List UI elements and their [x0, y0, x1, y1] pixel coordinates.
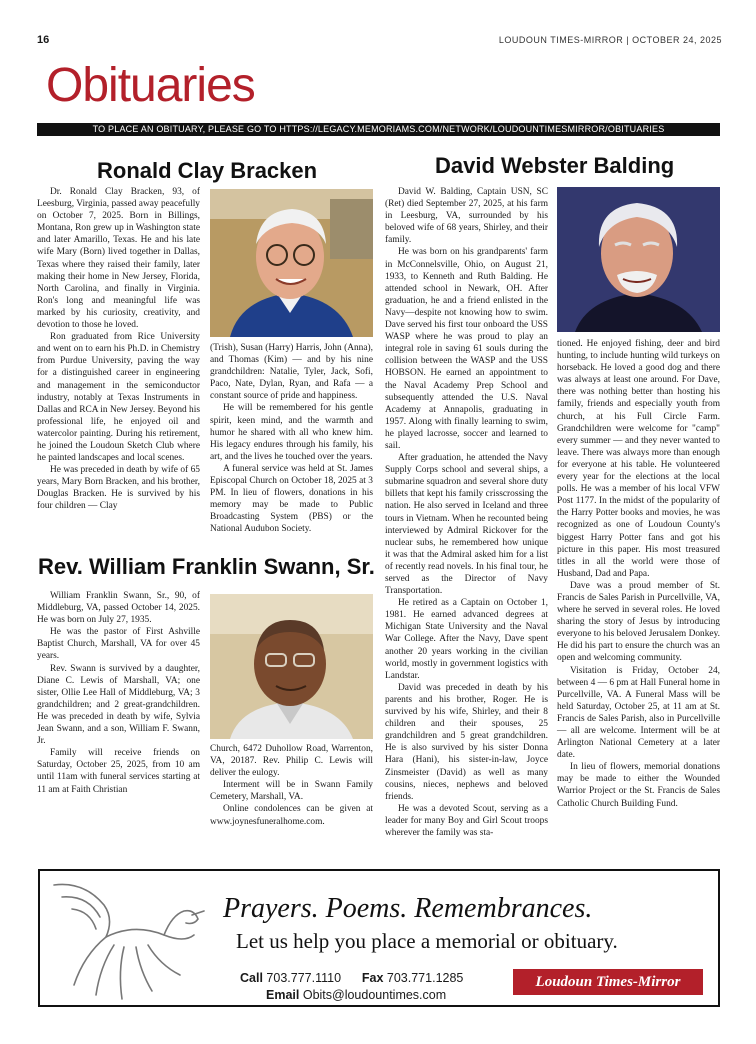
ad-subline: Let us help you place a memorial or obituary.: [236, 929, 618, 953]
running-header: [499, 35, 722, 45]
header-separator: |: [626, 35, 630, 45]
paragraph: He retired as a Captain on October 1, 1981. He earned advanced degrees at Michigan State University and the Naval War College. After the Navy, Dave spent another 20 years working in the civilian world, mostly in government logistics with Landstar.: [385, 598, 548, 681]
obituary-text-swann-col2: [210, 743, 373, 828]
call-number[interactable]: 703.777.1110: [266, 971, 342, 985]
paragraph: In lieu of flowers, memorial donations may be made to either the Wounded Warrior Project or the St. Francis de Sales Catholic Church Building Fund.: [557, 762, 720, 809]
paragraph: David was preceded in death by his parents and his brother, Roger. He is survived by his wife, Shirley, and their 8 children and their spouses, 25 grandchildren and 5 great grandchildren. He is also survived by his sister Donna Hara (Hani), his sister-in-law, Joyce Zinsmeister (David) as well as many cousins, nieces, nephews and beloved friends.: [385, 682, 548, 802]
obituary-name-swann: Rev. William Franklin Swann, Sr.: [38, 554, 375, 579]
paragraph: Dave was a proud member of St. Francis de Sales Parish in Purcellville, VA, where he served in several roles. He loved sharing the story of Jesus by introducing everyone to his beloved Jerusalem Donkey. He did his part to ensure the church was an open and welcoming community.: [557, 580, 720, 664]
obituary-name-balding: David Webster Balding: [435, 153, 675, 178]
paragraph: Rev. Swann is survived by a daughter, Diane C. Lewis of Marshall, VA; one sister, Ollie Lee Hall of Middleburg, VA; 3 grandchildren; and 2 great-grandchildren. He was preceded in death by wife, Sylvia Jean Swann, and a son, William F. Swann, Jr.: [37, 663, 200, 747]
obituary-text-balding-col2: [557, 338, 720, 810]
fax-number: 703.771.1285: [386, 971, 464, 985]
ad-headline: Prayers. Poems. Remembrances.: [223, 893, 593, 924]
section-title: Obituaries: [46, 59, 255, 112]
portrait-photo-bracken: [210, 189, 373, 337]
call-label: Call: [240, 971, 263, 985]
fax-label: Fax: [361, 971, 384, 985]
obituary-text-bracken-col2: [210, 342, 373, 536]
ad-contact-phone: [240, 971, 463, 985]
paragraph: tioned. He enjoyed fishing, deer and bird hunting, to include hunting wild turkeys on horseback. He loved a good dog and there was always at least one around. For Dave, there was nothing better than hosting his family, friends and especially youth from church, at his Full Circle Farm. Grandchildren were welcome for "camp" every summer — and they never wanted to leave. There was always more than enough for everyone at his table. He volunteered every year for the elections at the local polls. He was a member of his local VFW Post 1177. In the midst of the popularity of the Harry Potter books and movies, he was recognized as one of Loudoun County's biggest Harry Potter fans and got his picture in this paper. His most treasured titles in all the world were those of Husband, Dad and Papa.: [557, 339, 720, 579]
paragraph: Family will receive friends on Saturday, October 25, 2025, from 10 am until 11am with funeral services starting at 11 am at Faith Christian: [37, 748, 200, 795]
paragraph: William Franklin Swann, Sr., 90, of Middleburg, VA, passed October 14, 2025. He was born on July 27, 1935.: [37, 591, 200, 626]
paragraph: He was preceded in death by wife of 65 years, Mary Born Bracken, and his brother, Douglas Bracken. He is survived by his four children — Clay: [37, 465, 200, 512]
obituary-name-bracken: Ronald Clay Bracken: [97, 158, 318, 183]
paragraph: He was a devoted Scout, serving as a leader for many Boy and Girl Scout troops wherever the family was sta-: [385, 803, 548, 838]
issue-date: OCTOBER 24, 2025: [632, 35, 722, 45]
publication-name: LOUDOUN TIMES-MIRROR: [498, 35, 624, 45]
email-label: Email: [266, 988, 300, 1002]
portrait-photo-swann: [210, 594, 373, 739]
paragraph: Interment will be in Swann Family Cemetery, Marshall, VA.: [210, 780, 373, 803]
paragraph: Church, 6472 Duhollow Road, Warrenton, VA, 20187. Rev. Philip C. Lewis will deliver the eulogy.: [210, 744, 373, 779]
newspaper-logo: Loudoun Times-Mirror: [513, 969, 703, 995]
paragraph: Online condolences can be given at www.joynesfuneralhome.com.: [210, 804, 373, 827]
paragraph: After graduation, he attended the Navy Supply Corps school and several ships, a submarine squadron and several shore duty billets that kept his family crisscrossing the nation. He also served in Iceland and three tours in Vietnam. When he recounted being interviewed by Admiral Rickover for the nuclear subs, he remembered how unique it was that the Admiral asked him for a list of recently read novels. In his final tour, he served as the Director of Navy Transportation.: [385, 453, 548, 597]
portrait-photo-balding: [557, 187, 720, 332]
memorial-advertisement: [38, 869, 720, 1007]
obituary-text-bracken-col1: [37, 186, 200, 513]
paragraph: David W. Balding, Captain USN, SC (Ret) died September 27, 2025, at his farm in Leesburg, VA, surrounded by his beloved wife of 68 years, Shirley, and their family.: [385, 187, 548, 246]
paragraph: He was born on his grandparents' farm in McConnelsville, Ohio, on August 21, 1933, to Kenneth and Ruth Balding. He attended school in Newark, OH. After graduation, he and a friend enlisted in the Navy—despite not knowing how to swim. Dave served his first tour onboard the USS WASP where he was proud to play an integral role in saving 61 souls during the collision between the WASP and the USS HOBSON. He earned an appointment to the Naval Academy Prep School and subsequently attended the U.S. Naval Academy at Annapolis, graduating in 1957. Along with finally learning to swim, he played lacrosse, soccer and learned to sail.: [385, 247, 548, 451]
obituary-text-balding-col1: [385, 186, 548, 839]
paragraph: Visitation is Friday, October 24, between 4 — 6 pm at Hall Funeral home in Purcellville, VA. A Funeral Mass will be held Saturday, October 25, at 11 am at St. Francis de Sales Parish, also in Purcellville — all are welcome. Interment will be at Arlington National Cemetery at a later date.: [557, 665, 720, 761]
page-number: 16: [37, 34, 50, 46]
ad-contact-email: [266, 988, 446, 1002]
paragraph: A funeral service was held at St. James Episcopal Church on October 18, 2025 at 3 PM. In lieu of flowers, donations in his memory may be made to Public Broadcasting System (PBS) or the National Audubon Society.: [210, 463, 373, 535]
paragraph: He will be remembered for his gentle spirit, keen mind, and the warmth and humor he shared with all who knew him. His legacy endures through his family, his art, and the lives he touched over the years.: [210, 403, 373, 462]
email-address[interactable]: Obits@loudountimes.com: [302, 988, 447, 1002]
paragraph: Dr. Ronald Clay Bracken, 93, of Leesburg, Virginia, passed away peacefully on October 7, 2025. Born in Billings, Montana, Ron grew up in Washington state and later Amarillo, Texas. He and his late wife Mary (Born) lived together in Dallas, Texas where they raised their family, later making their home in New Jersey, Florida, North Carolina, and finally in Virginia. Ron's long and meaningful life was marked by his curiosity, creativity, and devotion to those he loved.: [37, 187, 200, 331]
paragraph: Ron graduated from Rice University and went on to earn his Ph.D. in Chemistry from Purdue University, paving the way for a distinguished career in engineering and management in the semiconductor industry, notably at Texas Instruments in Dallas and RCA in New Jersey. Beyond his professional life, he enjoyed oil and watercolor painting. During his retirement, he joined the Loudoun Sketch Club where he painted landscapes and local scenes.: [37, 332, 200, 464]
obituary-text-swann-col1: [37, 590, 200, 796]
dove-icon: [44, 875, 214, 1003]
paragraph: (Trish), Susan (Harry) Harris, John (Anna), and Thomas (Kim) — and by his nine grandchildren: Natalie, Tyler, Jack, Sofi, Paco, Nate, Dylan, Ryan, and Rafa — a constant source of pride and happiness.: [210, 343, 373, 402]
obituary-instruction-bar: TO PLACE AN OBITUARY, PLEASE GO TO HTTPS://LEGACY.MEMORIAMS.COM/NETWORK/LOUDOUNTIMESMIRROR/OBITUARIES: [37, 123, 720, 136]
paragraph: He was the pastor of First Ashville Baptist Church, Marshall, VA for over 45 years.: [37, 627, 200, 662]
